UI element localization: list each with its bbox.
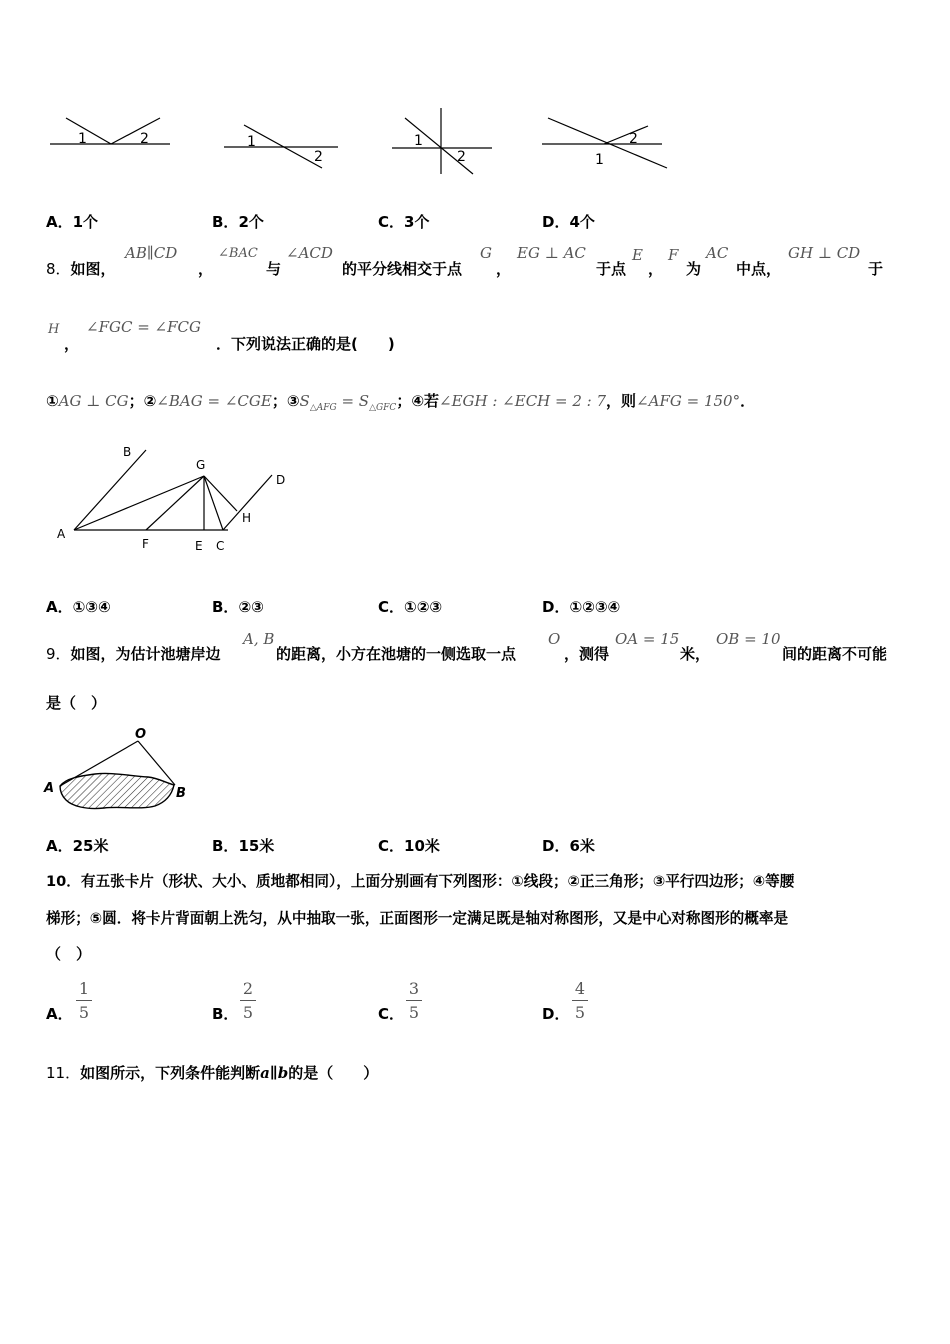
- option-text: ①②③: [404, 598, 443, 616]
- option-text: 2个: [238, 213, 264, 231]
- option-text: ①③④: [72, 598, 111, 616]
- denominator: 5: [242, 1003, 254, 1022]
- q8-math-f: F: [668, 246, 679, 264]
- q8-comma: ，: [64, 335, 80, 353]
- q8-math-h: H: [48, 322, 60, 337]
- option-letter: C．: [378, 1005, 405, 1023]
- option-text: 1个: [72, 213, 99, 231]
- q7-figures: [0, 100, 700, 185]
- q9-text: 如图，为估计池塘岸边: [70, 645, 221, 663]
- q8-option-c[interactable]: [378, 596, 442, 617]
- area-symbol: S: [299, 392, 310, 410]
- option-letter: A．: [46, 213, 73, 231]
- q8-statements: [46, 390, 755, 413]
- statement-4-math: ∠EGH : ∠ECH = 2 : 7: [439, 392, 607, 410]
- option-text: 4个: [569, 213, 595, 231]
- q9-text-is: 是（ ）: [46, 694, 107, 712]
- q7-figure-d: [542, 118, 667, 168]
- option-letter: C．: [378, 837, 405, 855]
- q10-line-3: （ ）: [46, 945, 92, 963]
- q9-fig-label-a: A: [44, 781, 55, 796]
- q8-option-b[interactable]: [212, 596, 264, 617]
- q11-stem: [46, 1062, 378, 1083]
- q10-line-1: 10．有五张卡片（形状、大小、质地都相同），上面分别画有下列图形：①线段；②正三角形；③平行四边形；④等腰: [46, 873, 795, 890]
- q8-comma: ，: [648, 260, 664, 278]
- numerator: 1: [78, 979, 90, 998]
- q8-math-g: G: [480, 244, 492, 262]
- numerator: 2: [242, 979, 254, 998]
- q8-figure: [40, 435, 300, 560]
- q8-text-and: 与: [266, 260, 282, 278]
- q9-figure: [40, 722, 200, 817]
- option-text: 10米: [404, 837, 440, 855]
- q9-option-a[interactable]: [46, 835, 108, 856]
- q8-fig-label-a: A: [57, 527, 66, 541]
- q8-option-d[interactable]: [542, 596, 620, 617]
- q11-number: 11．: [46, 1064, 81, 1082]
- q9-number: 9．如图，为估计池塘岸边: [46, 645, 221, 663]
- q10-option-a-fraction: [76, 979, 92, 1022]
- q10-option-c[interactable]: [378, 1003, 404, 1024]
- q7-option-c[interactable]: [378, 211, 429, 232]
- q9-math-ob: OB = 10: [716, 630, 781, 648]
- q11-text: 如图所示，下列条件能判断: [80, 1064, 261, 1082]
- denominator: 5: [408, 1003, 420, 1022]
- statement-4-conclusion: ∠AFG = 150°: [636, 392, 741, 410]
- q8-math-ab-parallel-cd: AB∥CD: [125, 244, 178, 262]
- statement-2-marker: ；②: [128, 392, 157, 410]
- q8-fig-label-e: E: [195, 539, 203, 553]
- q7-option-b[interactable]: [212, 211, 264, 232]
- q8-text-bisectors: 的平分线相交于点: [342, 260, 463, 278]
- q8-comma: ，: [198, 260, 214, 278]
- q9-fig-label-b: B: [176, 786, 186, 801]
- denominator: 5: [78, 1003, 90, 1022]
- q8-fig-label-f: F: [142, 537, 149, 551]
- statement-4-marker: ；④若: [396, 392, 440, 410]
- q8-text-is: 为: [686, 260, 702, 278]
- q7-d-label-2: 2: [629, 131, 638, 147]
- option-letter: D．: [542, 598, 570, 616]
- q10-option-c-fraction: [406, 979, 422, 1022]
- q9-text-cannot: 间的距离不可能: [782, 645, 888, 663]
- q7-a-label-1: 1: [78, 131, 87, 147]
- q9-text-distance: 的距离，小方在池塘的一侧选取一点: [276, 645, 517, 663]
- q7-option-a[interactable]: [46, 211, 98, 232]
- q8-math-eg-perp-ac: EG ⊥ AC: [517, 244, 586, 262]
- q9-math-ab: A, B: [243, 630, 275, 648]
- denominator: 5: [574, 1003, 586, 1022]
- area-subscript: △AFG: [309, 403, 337, 413]
- option-letter: A．: [46, 598, 73, 616]
- statement-1-marker: ①: [46, 392, 59, 410]
- q9-text-measured: ，测得: [564, 645, 610, 663]
- option-text: ②③: [238, 598, 264, 616]
- option-letter: A．: [46, 1005, 73, 1023]
- statement-1-math: AG ⊥ CG: [58, 392, 129, 410]
- q8-math-fgc-eq-fcg: ∠FGC = ∠FCG: [86, 318, 201, 336]
- q8-comma: ，: [496, 260, 512, 278]
- q11-text-end: 的是（ ）: [288, 1064, 379, 1082]
- numerator: 3: [408, 979, 420, 998]
- q9-math-o: O: [548, 630, 561, 648]
- option-letter: B．: [212, 837, 239, 855]
- q8-text-midpoint: 中点，: [736, 260, 782, 278]
- q7-c-label-2: 2: [457, 149, 466, 165]
- option-letter: C．: [378, 213, 405, 231]
- option-letter: B．: [212, 598, 239, 616]
- q11-math: a∥b: [260, 1064, 289, 1082]
- option-text: 3个: [404, 213, 430, 231]
- q9-text-meters: 米，: [680, 645, 711, 663]
- q8-fig-label-g: G: [196, 458, 206, 472]
- q8-math-ac: AC: [706, 244, 729, 262]
- option-letter: D．: [542, 1005, 570, 1023]
- q8-question-prompt: ．下列说法正确的是( ): [216, 335, 395, 353]
- q8-math-bac: ∠BAC: [218, 246, 258, 261]
- q8-text: 如图，: [70, 260, 116, 278]
- q10-option-d[interactable]: [542, 1003, 569, 1024]
- area-equals: = S: [336, 392, 370, 410]
- q8-number: 8．如图，: [46, 260, 116, 278]
- q9-math-oa: OA = 15: [615, 630, 680, 648]
- q8-math-acd: ∠ACD: [286, 244, 333, 262]
- option-letter: B．: [212, 213, 239, 231]
- option-letter: B．: [212, 1005, 239, 1023]
- q9-option-c[interactable]: [378, 835, 440, 856]
- q10-option-a[interactable]: [46, 1003, 73, 1024]
- statement-4-then: ，则: [606, 392, 637, 410]
- option-text: 15米: [238, 837, 275, 855]
- q7-option-d[interactable]: [542, 211, 595, 232]
- q8-math-e: E: [632, 246, 643, 264]
- period: ．: [740, 392, 756, 410]
- option-text: 25米: [72, 837, 109, 855]
- q8-text-at: 于: [868, 260, 884, 278]
- statement-3-marker: ；③: [271, 392, 300, 410]
- q7-c-label-1: 1: [414, 133, 423, 149]
- q7-figure-b: [224, 125, 338, 168]
- numerator: 4: [574, 979, 586, 998]
- option-letter: D．: [542, 837, 570, 855]
- area-subscript: △GFC: [369, 403, 397, 413]
- option-text: 6米: [569, 837, 595, 855]
- option-text: ①②③④: [569, 598, 621, 616]
- q8-fig-label-c: C: [216, 539, 225, 553]
- q7-figure-a: [50, 118, 170, 147]
- statement-3-math: [299, 392, 397, 413]
- option-letter: D．: [542, 213, 570, 231]
- option-letter: A．: [46, 837, 73, 855]
- q8-math-gh-perp-cd: GH ⊥ CD: [788, 244, 861, 262]
- q8-fig-label-b: B: [123, 445, 132, 459]
- q7-b-label-2: 2: [314, 149, 323, 165]
- q8-fig-label-d: D: [276, 473, 286, 487]
- q8-option-a[interactable]: [46, 596, 111, 617]
- statement-2-math: ∠BAG = ∠CGE: [156, 392, 272, 410]
- q10-option-b-fraction: [240, 979, 256, 1022]
- q9-option-b[interactable]: [212, 835, 274, 856]
- q8-fig-label-h: H: [242, 511, 252, 525]
- q7-b-label-1: 1: [247, 134, 256, 150]
- option-letter: C．: [378, 598, 405, 616]
- q10-line-2: 梯形；⑤圆．将卡片背面朝上洗匀，从中抽取一张，正面图形一定满足既是轴对称图形，又是中心对称图形的概率是: [46, 910, 789, 927]
- q9-fig-label-o: O: [135, 727, 147, 742]
- q7-d-label-1: 1: [595, 152, 604, 168]
- q9-option-d[interactable]: [542, 835, 595, 856]
- q7-figure-c: [392, 108, 492, 174]
- pond-shape: [60, 773, 174, 808]
- q8-text-at-point: 于点: [596, 260, 627, 278]
- q10-option-b[interactable]: [212, 1003, 238, 1024]
- q10-option-d-fraction: [572, 979, 588, 1022]
- q7-a-label-2: 2: [140, 131, 149, 147]
